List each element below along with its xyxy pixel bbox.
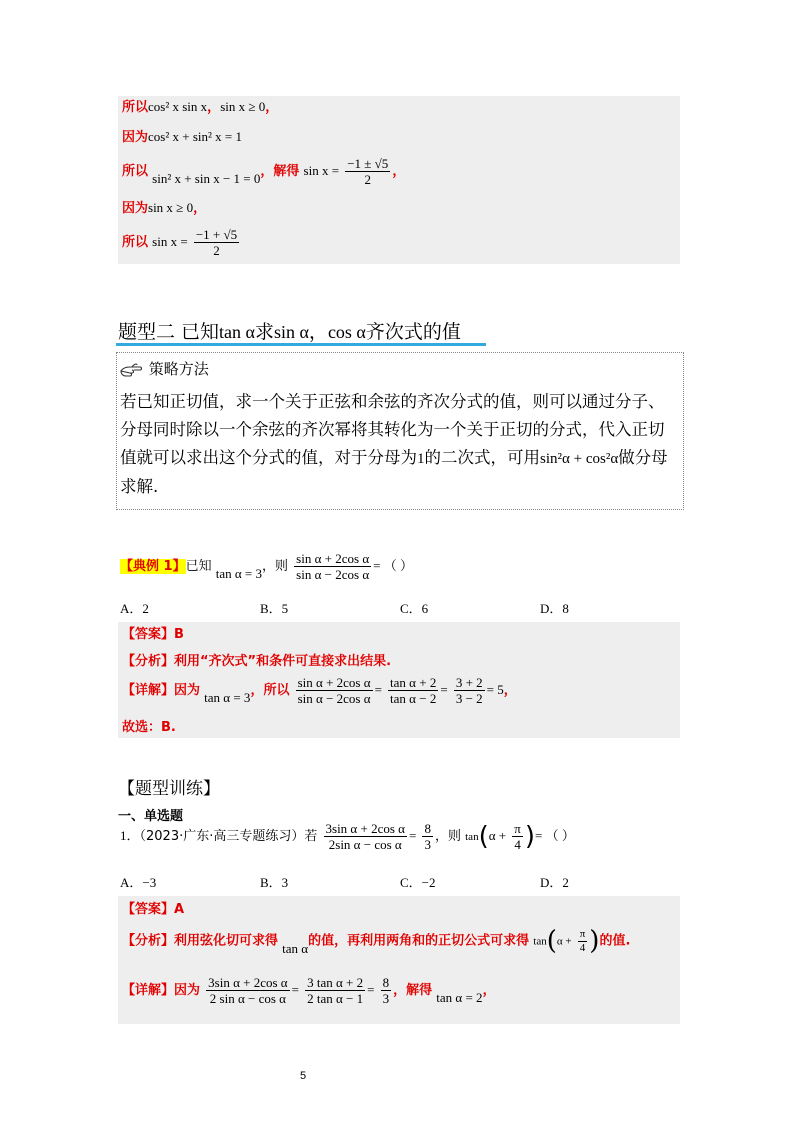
option-c[interactable]: C．6 <box>400 601 429 616</box>
fraction: $\frac{\pi}{4}$ <box>579 927 586 954</box>
q1-option-a[interactable]: A．−3 <box>120 875 157 890</box>
box1-line-1: 所以cos² x sin x，sin x ≥ 0， <box>122 99 279 115</box>
box1-line-4: 因为sin x ≥ 0， <box>122 200 207 216</box>
box1-line-3: 所以 sin² x + sin x − 1 = 0，解得 sin x = $\frac{-1 \pm √5}{2}$ ， <box>122 156 406 187</box>
fraction: $\frac{\text{sin α + 2cos α}}{\text{sin α − 2cos α}}$ <box>297 675 371 706</box>
q1-option-c[interactable]: C．−2 <box>400 875 436 890</box>
box1-line-5: 所以 sin x = $\frac{-1 + √5}{2}$ <box>122 227 238 258</box>
page-number: 5 <box>300 1070 307 1082</box>
fraction: $\frac{3 + 2}{3 - 2}$ <box>455 675 483 706</box>
fraction: $\frac{8}{3}$ <box>382 975 390 1006</box>
heading-underline <box>116 343 486 346</box>
analysis-label: 【分析】利用“齐次式”和条件可直接求出结果. <box>122 654 392 669</box>
training-title: 【题型训练】 <box>118 779 220 799</box>
answer-label: 【答案】B <box>122 627 184 642</box>
box1-line-2: 因为cos² x + sin² x = 1 <box>122 129 242 145</box>
fraction: $\frac{\text{tan α + 2}}{\text{tan α − 2}}$ <box>390 675 437 706</box>
example-1-question: 【典例 1】已知 tan α = 3，则 $\frac{\text{sin α + 2cos α}}{\text{sin α − 2cos α}}$ = （ ） <box>120 551 413 582</box>
fraction: $\frac{-1 \pm √5}{2}$ <box>347 156 389 187</box>
question-1: 1．（2023·广东·高三专题练习）若 $\frac{\text{3sin α + 2cos α}}{\text{2sin α − cos α}}$ = $\frac{8}{3}$ ，则 tan(α + $\frac{\pi}{4}$ )= （ ） <box>120 821 575 852</box>
detail-line-2: 【详解】因为 $\frac{\text{3sin α + 2cos α}}{\text{2 sin α − cos α}}$ = $\frac{\text{3 tan α + 2}}{\text{2 tan α − 1}}$ = $\frac{8}{3}$ ，解得 tan α = 2， <box>122 975 496 1006</box>
fraction: $\frac{8}{3}$ <box>424 821 431 852</box>
option-a[interactable]: A．2 <box>120 601 149 616</box>
fraction: $\frac{\text{3 tan α + 2}}{\text{2 tan α − 1}}$ <box>307 975 364 1006</box>
choose-line: 故选：B. <box>122 720 176 735</box>
section-heading: 题型二 已知tan α求sin α，cos α齐次式的值 <box>118 321 461 343</box>
training-subtitle: 一、单选题 <box>118 809 184 824</box>
fraction: $\frac{\pi}{4}$ <box>514 821 521 852</box>
pointing-hand-icon <box>120 362 144 378</box>
answer-label-2: 【答案】A <box>122 902 185 917</box>
strategy-text: 若已知正切值，求一个关于正弦和余弦的齐次分式的值，则可以通过分子、分母同时除以一个余弦的齐次幂将其转化为一个关于正切的分式，代入正切值就可以求出这个分式的值，对于分母为1的二次式，可用sin²α + cos²α做分母求解. <box>120 392 668 496</box>
fraction: $\frac{-1 + √5}{2}$ <box>195 227 238 258</box>
option-b[interactable]: B．5 <box>260 601 289 616</box>
fraction: $\frac{\text{sin α + 2cos α}}{\text{sin α − 2cos α}}$ <box>296 551 370 582</box>
detail-line: 【详解】因为 tan α = 3，所以 $\frac{\text{sin α + 2cos α}}{\text{sin α − 2cos α}}$ = $\frac{\text{tan α + 2}}{\text{tan α − 2}}$ = $\frac{3 + 2}{3 - 2}$ = 5， <box>122 675 517 706</box>
fraction: $\frac{\text{3sin α + 2cos α}}{\text{2 sin α − cos α}}$ <box>208 975 288 1006</box>
q1-option-d[interactable]: D．2 <box>540 875 569 890</box>
analysis-line-2: 【分析】利用弦化切可求得 tan α的值，再利用两角和的正切公式可求得 tan(α + $\frac{\pi}{4}$ )的值. <box>122 926 631 956</box>
strategy-title: 策略方法 <box>120 358 209 379</box>
fraction: $\frac{\text{3sin α + 2cos α}}{\text{2sin α − cos α}}$ <box>325 821 405 852</box>
q1-option-b[interactable]: B．3 <box>260 875 289 890</box>
option-d[interactable]: D．8 <box>540 601 569 616</box>
